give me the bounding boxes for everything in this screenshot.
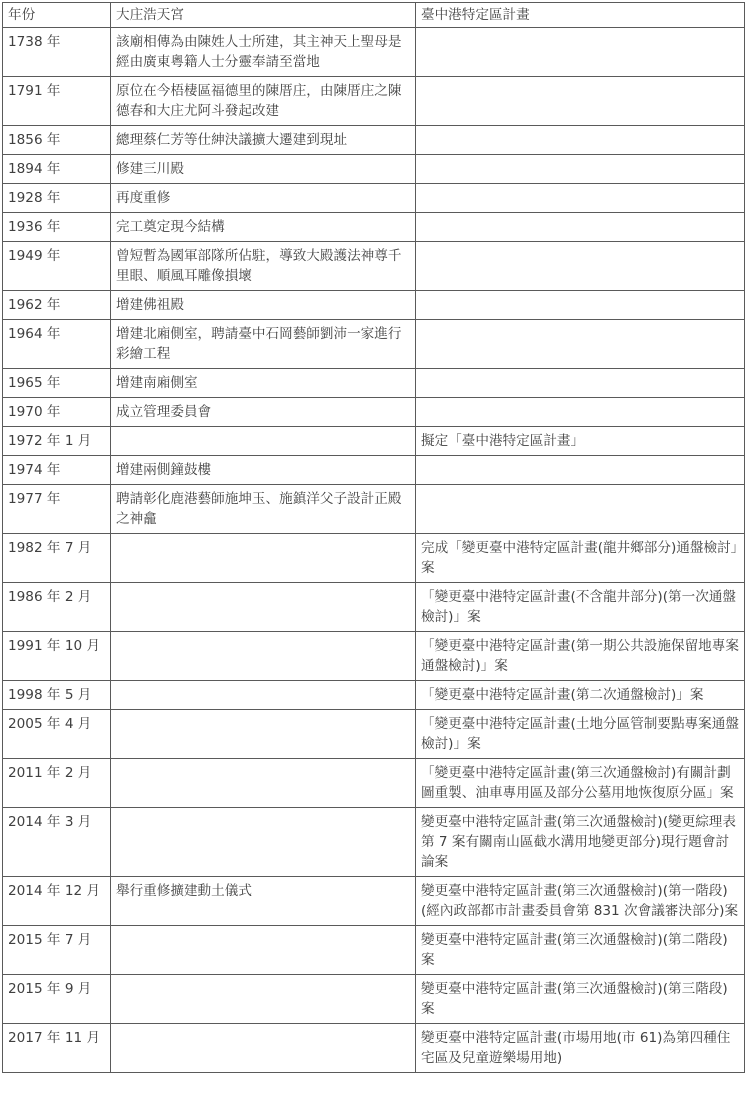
plan-event-cell: 擬定「臺中港特定區計畫」 <box>416 427 745 456</box>
year-cell: 1991 年 10 月 <box>3 632 111 681</box>
timeline-table <box>2 2 745 1073</box>
temple-event-cell <box>111 710 416 759</box>
table-row <box>3 126 745 155</box>
table-row <box>3 534 745 583</box>
temple-event-cell: 該廟相傳為由陳姓人士所建，其主神天上聖母是經由廣東粵籍人士分靈奉請至當地 <box>111 28 416 77</box>
year-cell: 1986 年 2 月 <box>3 583 111 632</box>
table-row <box>3 155 745 184</box>
table-row <box>3 28 745 77</box>
table-row <box>3 877 745 926</box>
year-cell: 1964 年 <box>3 320 111 369</box>
plan-event-cell <box>416 485 745 534</box>
table-row <box>3 291 745 320</box>
year-cell: 1894 年 <box>3 155 111 184</box>
year-cell: 1970 年 <box>3 398 111 427</box>
temple-event-cell <box>111 583 416 632</box>
table-row <box>3 975 745 1024</box>
plan-event-cell <box>416 242 745 291</box>
header-year: 年份 <box>3 3 111 28</box>
plan-event-cell <box>416 28 745 77</box>
plan-event-cell <box>416 184 745 213</box>
year-cell: 1972 年 1 月 <box>3 427 111 456</box>
plan-event-cell: 變更臺中港特定區計畫(第三次通盤檢討)(變更綜理表第 7 案有關南山區截水溝用地變更部分)現行題會討論案 <box>416 808 745 877</box>
table-row <box>3 759 745 808</box>
plan-event-cell: 完成「變更臺中港特定區計畫(龍井鄉部分)通盤檢討」案 <box>416 534 745 583</box>
temple-event-cell: 原位在今梧棲區福德里的陳厝庄，由陳厝庄之陳德春和大庄尤阿斗發起改建 <box>111 77 416 126</box>
plan-event-cell: 「變更臺中港特定區計畫(第二次通盤檢討)」案 <box>416 681 745 710</box>
table-row <box>3 242 745 291</box>
temple-event-cell: 增建北廂側室，聘請臺中石岡藝師劉沛一家進行彩繪工程 <box>111 320 416 369</box>
temple-event-cell <box>111 808 416 877</box>
table-row <box>3 369 745 398</box>
temple-event-cell <box>111 926 416 975</box>
temple-event-cell <box>111 427 416 456</box>
plan-event-cell <box>416 398 745 427</box>
temple-event-cell <box>111 681 416 710</box>
temple-event-cell <box>111 1024 416 1073</box>
plan-event-cell: 變更臺中港特定區計畫(第三次通盤檢討)(第一階段)(經內政部都市計畫委員會第 831 次會議審決部分)案 <box>416 877 745 926</box>
year-cell: 2005 年 4 月 <box>3 710 111 759</box>
temple-event-cell: 聘請彰化鹿港藝師施坤玉、施鎮洋父子設計正殿之神龕 <box>111 485 416 534</box>
table-row <box>3 213 745 242</box>
temple-event-cell <box>111 975 416 1024</box>
year-cell: 1982 年 7 月 <box>3 534 111 583</box>
header-temple: 大庄浩天宮 <box>111 3 416 28</box>
year-cell: 1974 年 <box>3 456 111 485</box>
temple-event-cell: 曾短暫為國軍部隊所佔駐，導致大殿護法神尊千里眼、順風耳雕像損壞 <box>111 242 416 291</box>
table-row <box>3 398 745 427</box>
plan-event-cell: 「變更臺中港特定區計畫(不含龍井部分)(第一次通盤檢討)」案 <box>416 583 745 632</box>
year-cell: 1965 年 <box>3 369 111 398</box>
year-cell: 2011 年 2 月 <box>3 759 111 808</box>
table-row <box>3 184 745 213</box>
table-body <box>3 28 745 1073</box>
year-cell: 2014 年 12 月 <box>3 877 111 926</box>
temple-event-cell: 再度重修 <box>111 184 416 213</box>
year-cell: 1856 年 <box>3 126 111 155</box>
year-cell: 1949 年 <box>3 242 111 291</box>
year-cell: 1791 年 <box>3 77 111 126</box>
temple-event-cell: 修建三川殿 <box>111 155 416 184</box>
plan-event-cell: 變更臺中港特定區計畫(第三次通盤檢討)(第三階段)案 <box>416 975 745 1024</box>
table-row <box>3 456 745 485</box>
plan-event-cell: 「變更臺中港特定區計畫(土地分區管制要點專案通盤檢討)」案 <box>416 710 745 759</box>
table-row <box>3 485 745 534</box>
temple-event-cell: 增建南廂側室 <box>111 369 416 398</box>
plan-event-cell <box>416 155 745 184</box>
temple-event-cell <box>111 632 416 681</box>
table-row <box>3 632 745 681</box>
temple-event-cell: 總理蔡仁芳等仕紳決議擴大遷建到現址 <box>111 126 416 155</box>
table-row <box>3 710 745 759</box>
temple-event-cell: 增建佛祖殿 <box>111 291 416 320</box>
table-row <box>3 320 745 369</box>
plan-event-cell: 變更臺中港特定區計畫(第三次通盤檢討)(第二階段)案 <box>416 926 745 975</box>
plan-event-cell <box>416 213 745 242</box>
year-cell: 2017 年 11 月 <box>3 1024 111 1073</box>
year-cell: 1936 年 <box>3 213 111 242</box>
temple-event-cell <box>111 759 416 808</box>
year-cell: 1977 年 <box>3 485 111 534</box>
plan-event-cell <box>416 291 745 320</box>
table-row <box>3 681 745 710</box>
table-row <box>3 427 745 456</box>
temple-event-cell: 完工奠定現今結構 <box>111 213 416 242</box>
plan-event-cell <box>416 320 745 369</box>
header-row <box>3 3 745 28</box>
year-cell: 2015 年 9 月 <box>3 975 111 1024</box>
table-row <box>3 1024 745 1073</box>
table-row <box>3 583 745 632</box>
temple-event-cell: 成立管理委員會 <box>111 398 416 427</box>
year-cell: 1928 年 <box>3 184 111 213</box>
temple-event-cell: 舉行重修擴建動土儀式 <box>111 877 416 926</box>
year-cell: 1738 年 <box>3 28 111 77</box>
temple-event-cell <box>111 534 416 583</box>
table-row <box>3 926 745 975</box>
plan-event-cell <box>416 77 745 126</box>
table-row <box>3 808 745 877</box>
plan-event-cell: 「變更臺中港特定區計畫(第一期公共設施保留地專案通盤檢討)」案 <box>416 632 745 681</box>
plan-event-cell <box>416 126 745 155</box>
temple-event-cell: 增建兩側鐘鼓樓 <box>111 456 416 485</box>
year-cell: 2014 年 3 月 <box>3 808 111 877</box>
plan-event-cell: 變更臺中港特定區計畫(市場用地(市 61)為第四種住宅區及兒童遊樂場用地) <box>416 1024 745 1073</box>
year-cell: 1962 年 <box>3 291 111 320</box>
plan-event-cell <box>416 369 745 398</box>
year-cell: 2015 年 7 月 <box>3 926 111 975</box>
year-cell: 1998 年 5 月 <box>3 681 111 710</box>
header-plan: 臺中港特定區計畫 <box>416 3 745 28</box>
plan-event-cell <box>416 456 745 485</box>
plan-event-cell: 「變更臺中港特定區計畫(第三次通盤檢討)有關計劃圖重製、油車專用區及部分公墓用地恢復原分區」案 <box>416 759 745 808</box>
table-row <box>3 77 745 126</box>
